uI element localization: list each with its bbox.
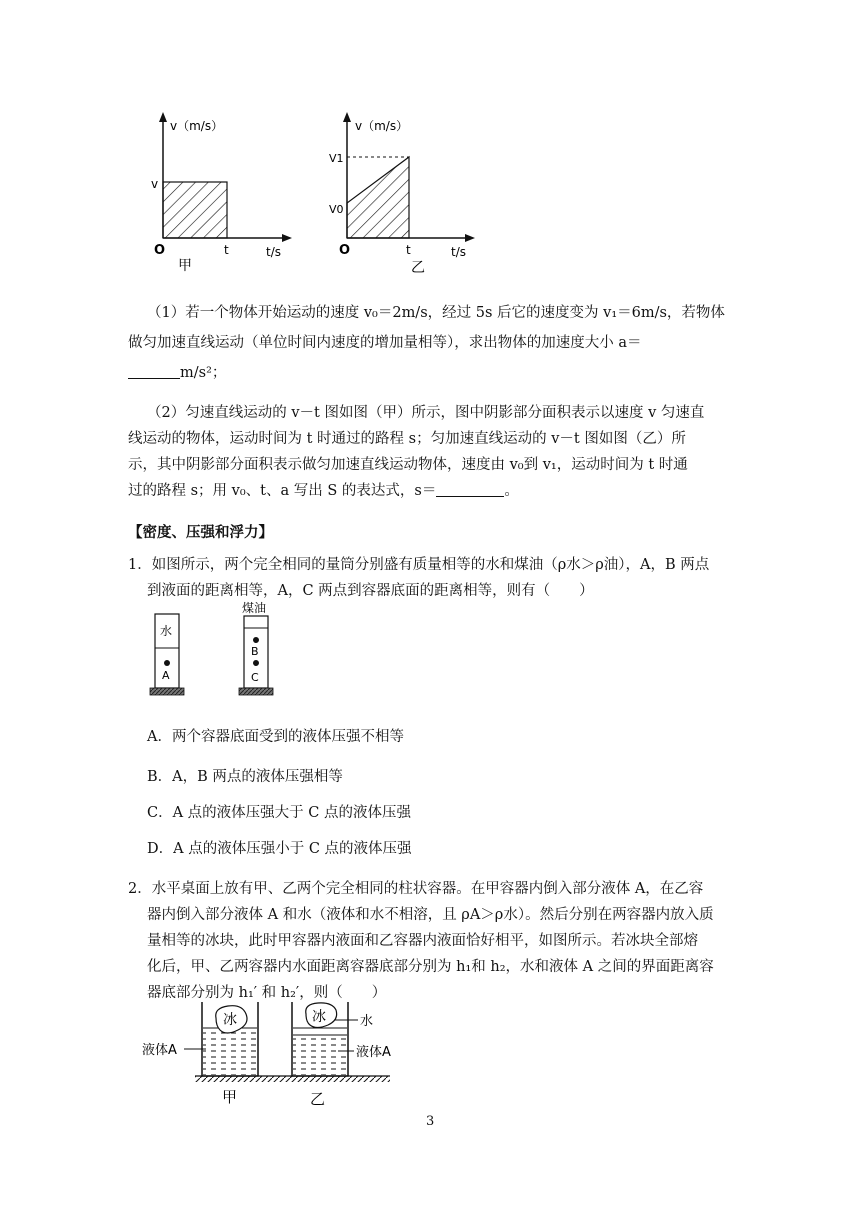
- liquid-a-jia: [203, 1028, 257, 1075]
- q-motion-p1-line3: [128, 361, 226, 382]
- p2-line4-end: 。: [504, 483, 519, 499]
- q2-line5: 器底部分别为 h₁′ 和 h₂′，则（ ）: [147, 985, 387, 1001]
- label-c: C: [251, 671, 259, 684]
- shaded-area: [163, 182, 227, 238]
- section-title: 【密度、压强和浮力】: [128, 525, 273, 541]
- q2-line3: 量相等的冰块，此时甲容器内液面和乙容器内液面恰好相平，如图所示。若冰块全部熔: [147, 933, 698, 949]
- p2-line4-text: 过的路程 s；用 v₀、t、a 写出 S 的表达式，s＝: [128, 483, 437, 499]
- label-b: B: [251, 645, 259, 658]
- origin-label: O: [339, 243, 351, 258]
- unit-text: m/s²；: [180, 365, 227, 381]
- graph-yi: [325, 110, 485, 280]
- t-label: t: [406, 243, 411, 257]
- origin-label: O: [154, 243, 166, 258]
- y-axis-label: v（m/s）: [355, 119, 409, 133]
- caption-yi: 乙: [310, 1090, 326, 1108]
- point-b-upper: [253, 637, 259, 643]
- liquid-a-label-left: 液体A: [142, 1043, 177, 1058]
- q2-line4: 化后，甲、乙两容器内水面距离容器底部分别为 h₁和 h₂，水和液体 A 之间的界面距离容: [147, 959, 714, 975]
- graph-jia: [140, 110, 300, 280]
- q-motion-p1-line1: （1）若一个物体开始运动的速度 v₀＝2m/s，经过 5s 后它的速度变为 v₁＝6m/s，若物体: [147, 305, 725, 321]
- ice-label-1: 冰: [223, 1012, 237, 1028]
- q1-option-d[interactable]: D．A 点的液体压强小于 C 点的液体压强: [147, 841, 412, 857]
- q2-figure: [140, 1000, 410, 1112]
- q1-line1: 1．如图所示，两个完全相同的量筒分别盛有质量相等的水和煤油（ρ水＞ρ油），A，B 两点: [128, 557, 710, 573]
- point-a: [164, 660, 170, 666]
- q-motion-p1-line2: 做匀加速直线运动（单位时间内速度的增加量相等），求出物体的加速度大小 a＝: [128, 335, 642, 351]
- answer-blank-s[interactable]: [436, 482, 504, 497]
- page-number: 3: [426, 1114, 435, 1129]
- caption-yi: 乙: [411, 260, 425, 276]
- x-axis-label: t/s: [266, 245, 281, 259]
- q1-option-a[interactable]: A．两个容器底面受到的液体压强不相等: [147, 729, 404, 745]
- q1-line2: 到液面的距离相等，A，C 两点到容器底面的距离相等，则有（ ）: [147, 583, 594, 599]
- point-c-upper: [253, 660, 259, 666]
- kerosene-label: 煤油: [242, 601, 267, 615]
- t-label: t: [224, 243, 229, 257]
- q1-option-b[interactable]: B．A，B 两点的液体压强相等: [147, 769, 343, 785]
- water-label: 水: [160, 624, 173, 638]
- q-motion-p2-line4: [128, 479, 519, 500]
- caption-jia: 甲: [178, 258, 192, 274]
- liquid-a-label-right: 液体A: [356, 1045, 391, 1060]
- water-label: 水: [360, 1014, 374, 1029]
- q-motion-p2-line1: （2）匀速直线运动的 v－t 图如图（甲）所示，图中阴影部分面积表示以速度 v 匀速直: [147, 405, 705, 421]
- y-axis-label: v（m/s）: [170, 119, 224, 133]
- v0-label: V0: [329, 203, 344, 216]
- x-axis-label: t/s: [451, 245, 466, 259]
- ice-label-2: 冰: [312, 1009, 326, 1025]
- answer-blank-a[interactable]: [128, 364, 180, 379]
- q-motion-p2-line3: 示，其中阴影部分面积表示做匀加速直线运动物体，速度由 v₀到 v₁，运动时间为 t 时通: [128, 457, 688, 473]
- v-label: v: [151, 177, 159, 191]
- q2-line2: 器内倒入部分液体 A 和水（液体和水不相溶，且 ρA＞ρ水）。然后分别在两容器内放入质: [147, 907, 714, 923]
- q-motion-p2-line2: 线运动的物体，运动时间为 t 时通过的路程 s；匀加速直线运动的 v－t 图如图（乙）所: [128, 431, 686, 447]
- liquid-a-yi: [293, 1036, 347, 1075]
- caption-jia: 甲: [222, 1088, 238, 1106]
- q1-figure: [140, 598, 290, 702]
- label-a: A: [162, 669, 170, 682]
- shaded-area: [347, 157, 409, 238]
- q2-line1: 2．水平桌面上放有甲、乙两个完全相同的柱状容器。在甲容器内倒入部分液体 A，在乙容: [128, 881, 704, 897]
- q1-option-c[interactable]: C．A 点的液体压强大于 C 点的液体压强: [147, 805, 411, 821]
- v1-label: V1: [329, 152, 344, 165]
